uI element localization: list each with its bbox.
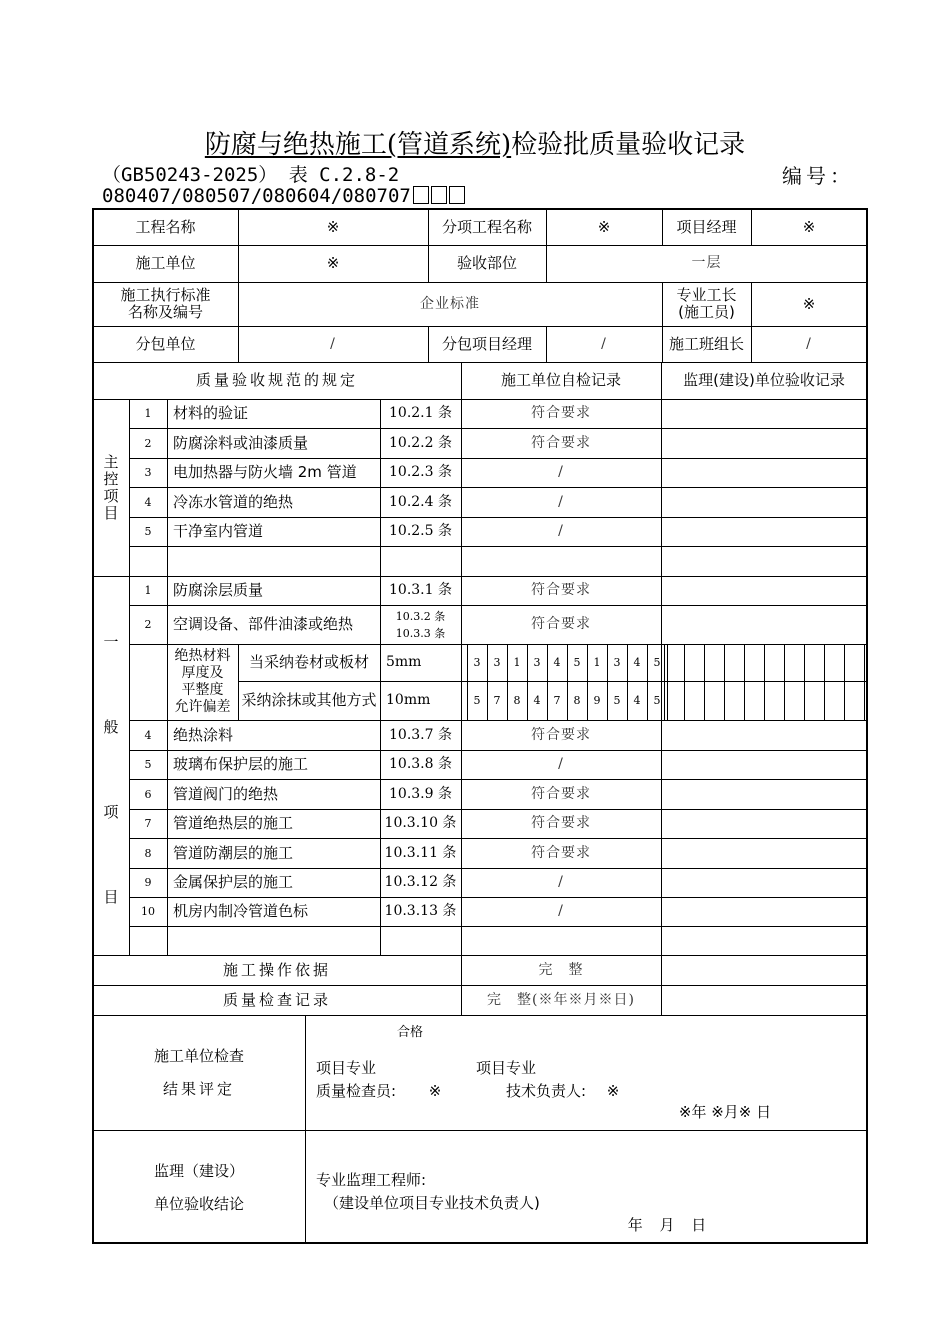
item-name: 电加热器与防火墙 2m 管道 xyxy=(173,463,357,481)
item-clause: 10.2.2 条 xyxy=(389,434,452,451)
measured-value: 4 xyxy=(633,694,641,707)
item-name: 防腐涂层质量 xyxy=(173,581,264,599)
insulation-tolerance-label-line: 平整度 xyxy=(181,682,224,698)
team-leader-value: / xyxy=(806,335,812,352)
item-clause: 10.2.5 条 xyxy=(389,523,452,539)
subcontractor-label: 分包单位 xyxy=(135,334,196,353)
item-number: 2 xyxy=(144,618,152,631)
item-name: 干净室内管道 xyxy=(173,522,264,540)
item-result: / xyxy=(558,874,564,890)
standard-label-line: 名称及编号 xyxy=(127,303,203,321)
sub-pm-label: 分包项目经理 xyxy=(441,334,532,353)
item-number: 4 xyxy=(144,495,152,509)
standard-label-line: 施工执行标准 xyxy=(120,286,211,304)
general-items-group xyxy=(93,600,129,940)
general-items-group-line: 般 xyxy=(103,718,119,736)
inspection-part-value: 一层 xyxy=(691,255,722,271)
project-name-label: 工程名称 xyxy=(135,217,196,236)
measured-value: 9 xyxy=(593,694,601,707)
grid-line xyxy=(93,1015,867,1016)
project-name-value: ※ xyxy=(326,217,340,236)
measured-value: 4 xyxy=(633,656,641,669)
item-number: 1 xyxy=(144,407,152,420)
grid-line xyxy=(784,644,785,720)
measured-value: 3 xyxy=(613,656,621,669)
supervisor-result-label-line: 单位验收结论 xyxy=(153,1195,244,1213)
item-clause: 10.3.9 条 xyxy=(389,785,452,802)
measured-value: 5 xyxy=(653,694,661,707)
verdict-text: 合格 xyxy=(396,1024,423,1040)
tech-label: 技术负责人: xyxy=(506,1081,587,1100)
grid-line xyxy=(724,644,725,720)
item-result: / xyxy=(558,756,564,772)
measured-value: 7 xyxy=(553,694,561,707)
grid-line xyxy=(824,644,825,720)
item-number: 10 xyxy=(141,905,155,918)
foreman-label xyxy=(662,282,751,326)
general-items-group-line: 一 xyxy=(103,633,119,651)
grid-line xyxy=(129,926,867,927)
item-number: 6 xyxy=(144,787,152,801)
insulation-method: 采纳涂抹或其他方式 xyxy=(241,691,377,709)
grid-line xyxy=(844,644,845,720)
item-clause: 10.3.10 条 xyxy=(384,815,457,831)
item-result: 符合要求 xyxy=(531,726,591,743)
item-clause: 10.2.3 条 xyxy=(389,464,452,480)
sub-project-value: ※ xyxy=(597,217,611,236)
insulation-tolerance-label xyxy=(167,644,238,720)
item-result: 符合要求 xyxy=(531,405,591,421)
sub-project-label: 分项工程名称 xyxy=(441,217,532,236)
contractor-label: 施工单位 xyxy=(135,254,196,272)
item-name: 金属保护层的施工 xyxy=(173,873,294,891)
measured-value: 5 xyxy=(473,694,481,707)
subcontractor-value: / xyxy=(330,335,336,352)
item-clause-line: 10.3.2 条 xyxy=(395,609,446,623)
measured-value: 3 xyxy=(533,656,541,669)
standard-label xyxy=(93,282,238,326)
item-number: 5 xyxy=(144,525,152,538)
item-name: 空调设备、部件油漆或绝热 xyxy=(173,615,354,633)
item-result: / xyxy=(558,523,564,539)
grid-line xyxy=(305,1015,306,1243)
item-number: 2 xyxy=(144,436,152,450)
item-clause: 10.3.1 条 xyxy=(389,582,452,598)
general-items-group-line: 目 xyxy=(103,888,119,906)
record-value: 完 整(※年※月※日) xyxy=(487,991,635,1008)
sub-pm-value: / xyxy=(601,335,607,352)
item-number: 5 xyxy=(144,758,152,771)
inspector-label: 质量检查员: xyxy=(316,1081,397,1100)
general-items-group-line: 项 xyxy=(103,803,119,821)
contractor-date: ※年 ※月※ 日 xyxy=(678,1102,772,1121)
item-number: 7 xyxy=(144,817,152,830)
item-result: / xyxy=(558,493,564,510)
insulation-method: 当采纳卷材或板材 xyxy=(248,653,369,671)
item-result: 符合要求 xyxy=(531,434,591,451)
grid-line xyxy=(684,644,685,720)
item-result: 符合要求 xyxy=(531,616,591,632)
item-name: 玻璃布保护层的施工 xyxy=(173,755,309,773)
contractor-value: ※ xyxy=(326,254,340,272)
inspection-part-label: 验收部位 xyxy=(456,254,517,272)
grid-line xyxy=(744,644,745,720)
measured-value: 3 xyxy=(493,656,501,669)
measured-value: 1 xyxy=(513,656,521,669)
code-box xyxy=(431,186,447,204)
team-leader-label: 施工班组长 xyxy=(668,334,744,353)
insulation-tolerance-label-line: 绝热材料 xyxy=(174,648,231,664)
record-label: 质量检查记录 xyxy=(222,990,331,1009)
foreman-label-line: (施工员) xyxy=(678,303,735,321)
grid-line xyxy=(704,644,705,720)
page-title: 防腐与绝热施工(管道系统)检验批质量验收记录 xyxy=(204,130,746,160)
standard-value: 企业标准 xyxy=(420,295,480,312)
basis-label: 施工操作依据 xyxy=(222,960,331,979)
item-number: 8 xyxy=(144,846,152,860)
grid-line xyxy=(764,644,765,720)
main-items-group-line: 项 xyxy=(103,486,119,505)
grid-line xyxy=(804,644,805,720)
code-box xyxy=(449,186,465,204)
item-result: 符合要求 xyxy=(531,815,591,831)
tech-value: ※ xyxy=(606,1081,620,1100)
main-items-group-line: 目 xyxy=(103,503,119,522)
insulation-tolerance: 10mm xyxy=(386,692,431,708)
item-clause-line: 10.3.3 条 xyxy=(395,626,446,640)
item-number: 9 xyxy=(144,876,152,889)
contractor-result-label-line: 施工单位检查 xyxy=(153,1047,244,1065)
measured-value: 3 xyxy=(473,656,481,669)
item-name: 管道防潮层的施工 xyxy=(173,843,294,862)
supervisor-result-label-line: 监理（建设） xyxy=(153,1162,244,1180)
item-name: 机房内制冷管道色标 xyxy=(173,902,309,920)
supervisor-date: 年 月 日 xyxy=(627,1215,713,1234)
item-number: 4 xyxy=(144,728,152,742)
item-result: 符合要求 xyxy=(531,844,591,861)
grid-line xyxy=(129,546,867,547)
standard-reference: （GB50243-2025） 表 C.2.8-2 xyxy=(102,164,400,186)
measured-value: 4 xyxy=(533,694,541,707)
inspector-title: 项目专业 xyxy=(316,1058,377,1077)
contractor-result-label-line: 结果评定 xyxy=(162,1080,235,1098)
item-number: 3 xyxy=(144,466,152,479)
measured-value: 4 xyxy=(553,656,561,669)
item-name: 防腐涂料或油漆质量 xyxy=(173,433,309,452)
item-name: 管道绝热层的施工 xyxy=(173,814,294,832)
item-name: 绝热涂料 xyxy=(173,725,234,744)
item-clause: 10.3.13 条 xyxy=(384,903,457,919)
item-result: / xyxy=(558,903,564,919)
code-numbers: 080407/080507/080604/080707 xyxy=(102,185,465,207)
main-items-group-line: 控 xyxy=(103,469,119,488)
item-clause xyxy=(380,605,461,644)
project-manager-label: 项目经理 xyxy=(676,217,737,236)
measured-value: 5 xyxy=(613,694,621,707)
foreman-label-line: 专业工长 xyxy=(676,286,737,304)
supervision-header: 监理(建设)单位验收记录 xyxy=(683,371,845,389)
item-clause: 10.3.7 条 xyxy=(389,726,452,743)
item-name: 管道阀门的绝热 xyxy=(173,784,279,803)
engineer-note: （建设单位项目专业技术负责人) xyxy=(324,1193,540,1212)
main-items-group-line: 主 xyxy=(103,452,119,471)
item-clause: 10.3.11 条 xyxy=(384,844,457,861)
item-clause: 10.3.8 条 xyxy=(389,756,452,772)
insulation-tolerance-label-line: 厚度及 xyxy=(181,665,224,681)
project-manager-value: ※ xyxy=(802,217,816,236)
insulation-tolerance: 5mm xyxy=(386,654,422,670)
basis-value: 完 整 xyxy=(538,961,584,978)
item-name: 材料的验证 xyxy=(173,404,249,422)
item-number: 1 xyxy=(144,584,152,597)
insulation-tolerance-label-line: 允许偏差 xyxy=(174,699,231,715)
spec-header: 质量验收规范的规定 xyxy=(195,371,358,389)
code-box xyxy=(413,186,429,204)
tech-title: 项目专业 xyxy=(476,1058,537,1077)
item-clause: 10.3.12 条 xyxy=(384,874,457,890)
grid-line xyxy=(667,644,668,720)
inspector-value: ※ xyxy=(428,1081,442,1100)
grid-line xyxy=(864,644,865,720)
measured-value: 5 xyxy=(653,656,661,669)
grid-line xyxy=(93,1130,867,1131)
item-clause: 10.2.1 条 xyxy=(389,405,452,421)
measured-value: 5 xyxy=(573,656,581,669)
contractor-result-label xyxy=(93,1040,305,1106)
item-result: 符合要求 xyxy=(531,582,591,598)
main-items-group xyxy=(93,399,129,576)
supervisor-result-label xyxy=(93,1155,305,1221)
engineer-label: 专业监理工程师: xyxy=(316,1170,427,1189)
foreman-value: ※ xyxy=(802,294,816,313)
self-check-header: 施工单位自检记录 xyxy=(500,371,621,389)
item-result: / xyxy=(558,464,564,480)
item-result: 符合要求 xyxy=(531,785,591,802)
measured-value: 8 xyxy=(513,694,521,707)
measured-value: 7 xyxy=(493,694,501,707)
measured-value: 8 xyxy=(573,694,581,707)
code-label: 编号： xyxy=(782,164,854,188)
measured-value: 1 xyxy=(593,656,601,669)
item-clause: 10.2.4 条 xyxy=(389,493,452,510)
item-name: 冷冻水管道的绝热 xyxy=(173,492,294,511)
